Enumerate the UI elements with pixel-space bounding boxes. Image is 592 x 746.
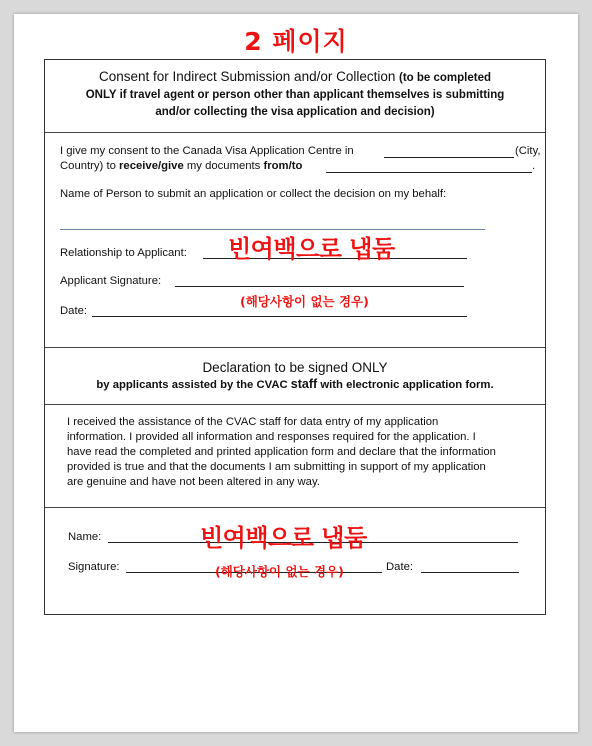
date-label: Date: (60, 305, 88, 317)
blank-note-2: 빈여백으로 냅둠 (200, 524, 367, 552)
period: . (532, 160, 536, 172)
consent-title-line2: ONLY if travel agent or person other than applicant themselves is submitting (85, 89, 505, 101)
date-field[interactable] (92, 316, 467, 317)
divider (45, 404, 545, 405)
relationship-label: Relationship to Applicant: (60, 247, 187, 259)
divider (45, 507, 545, 508)
from-to-field[interactable] (326, 172, 532, 173)
declaration-subtitle: by applicants assisted by the CVAC staff with electronic application form. (96, 377, 494, 391)
page-label: 2 페이지 (244, 27, 348, 56)
declaration-title: Declaration to be signed ONLY (202, 360, 388, 375)
consent-title: Consent for Indirect Submission and/or Collection (98, 69, 396, 84)
blank-note-1: 빈여백으로 냅둠 (228, 235, 395, 263)
city-country-field[interactable] (384, 157, 514, 158)
consent-line1: I give my consent to the Canada Visa Application Centre in (60, 145, 354, 157)
declaration-date-field[interactable] (421, 572, 519, 573)
condition-note-2: (해당사항이 없는 경우) (215, 564, 344, 579)
person-label: Name of Person to submit an application or collect the decision on my behalf: (60, 188, 447, 200)
applicant-signature-field[interactable] (175, 286, 464, 287)
declaration-paragraph: I received the assistance of the CVAC staff for data entry of my application information. I provided all information and responses required for the application. I have read the completed and printed application form and declare that the information provided is true and that the documents I am submitting in support of my application are genuine and have not been altered in any way. (67, 416, 496, 488)
name-label: Name: (68, 531, 102, 543)
divider (45, 132, 545, 133)
divider (45, 347, 545, 348)
condition-note-1: (해당사항이 없는 경우) (240, 294, 369, 309)
declaration-date-label: Date: (386, 561, 414, 573)
consent-title-line3: and/or collecting the visa application and decision) (155, 106, 435, 118)
consent-title-note: (to be completed (399, 72, 492, 84)
signature-label: Signature: (68, 561, 120, 573)
applicant-signature-label: Applicant Signature: (60, 275, 162, 287)
consent-line2: Country) to receive/give my documents from/to (60, 160, 303, 172)
consent-header (45, 68, 545, 121)
consent-line1-end: (City, (515, 145, 541, 157)
